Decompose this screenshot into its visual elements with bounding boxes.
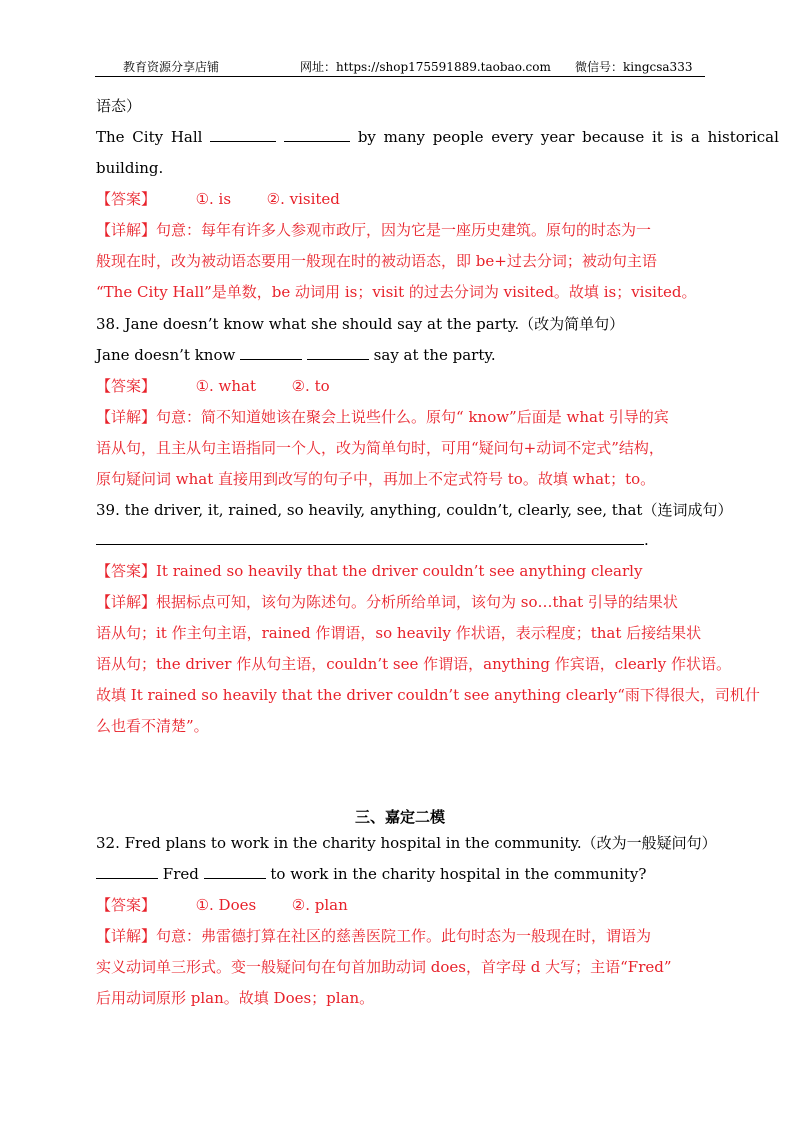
q39-period: . <box>644 531 649 549</box>
q39-explanation-1: 【详解】根据标点可知，该句为陈述句。分析所给单词，该句为 so…that 引导的结果状 <box>96 593 678 611</box>
q39-answer: 【答案】It rained so heavily that the driver couldn’t see anything clearly <box>96 562 643 580</box>
q38-explanation-1: 【详解】句意：简不知道她该在聚会上说些什么。原句“ know”后面是 what 引导的宾 <box>96 408 669 426</box>
q39-explanation-2: 语从句；it 作主句主语，rained 作谓语，so heavily 作状语，表示程度；that 后接结果状 <box>96 624 702 642</box>
q38-line-a: Jane doesn’t know <box>96 346 236 364</box>
q32-explanation-3: 后用动词原形 plan。故填 Does；plan。 <box>96 989 375 1007</box>
q32-answer <box>96 895 706 915</box>
q32-fill-line <box>96 864 706 884</box>
q37-blank-1[interactable] <box>210 127 276 142</box>
q37-line-c: building. <box>96 159 164 177</box>
q38-explanation-3: 原句疑问词 what 直接用到改写的句子中，再加上不定式符号 to。故填 what；to。 <box>96 470 656 488</box>
shop-name: 教育资源分享店铺 <box>123 60 220 74</box>
q38-explanation-2: 语从句，且主从句主语指同一个人，改为简单句时，可用“疑问句+动词不定式”结构， <box>96 439 664 457</box>
section-title: 三、嘉定二模 <box>354 808 445 826</box>
q39-fill-line <box>96 530 706 550</box>
q32-explanation-2: 实义动词单三形式。变一般疑问句在句首加助动词 does，首字母 d 大写；主语“Fred” <box>96 958 672 976</box>
q38-blank-1[interactable] <box>240 345 302 360</box>
q39-explanation-5: 么也看不清楚”。 <box>96 717 209 735</box>
shop-url[interactable]: 网址：https://shop175591889.taobao.com <box>300 60 551 74</box>
q32-stem: 32. Fred plans to work in the charity hospital in the community.（改为一般疑问句） <box>96 834 717 852</box>
q37-explanation-1: 【详解】句意：每年有许多人参观市政厅，因为它是一座历史建筑。原句的时态为一 <box>96 221 652 239</box>
q32-blank-1[interactable] <box>96 864 158 879</box>
answer-1: ①. is <box>195 190 232 208</box>
answer-label: 【答案】 <box>96 896 157 914</box>
q32-explanation-1: 【详解】句意：弗雷德打算在社区的慈善医院工作。此句时态为一般现在时，谓语为 <box>96 927 652 945</box>
answer-2: ②. to <box>291 377 330 395</box>
q32-blank-2[interactable] <box>204 864 266 879</box>
answer-1: ①. Does <box>195 896 257 914</box>
wechat-id: 微信号：kingcsa333 <box>575 60 693 74</box>
answer-label: 【答案】 <box>96 190 157 208</box>
q38-fill-line <box>96 345 706 365</box>
q37-stem-cont: 语态） <box>96 97 142 115</box>
q38-blank-2[interactable] <box>307 345 369 360</box>
page-header <box>95 56 705 77</box>
q37-answer <box>96 189 706 209</box>
q37-explanation-3: “The City Hall”是单数，be 动词用 is；visit 的过去分词为 visited。故填 is；visited。 <box>96 283 697 301</box>
q39-blank[interactable] <box>96 530 644 545</box>
q37-fill-line <box>96 127 779 147</box>
q39-stem: 39. the driver, it, rained, so heavily, anything, couldn’t, clearly, see, that（连词成句） <box>96 501 733 519</box>
answer-1: ①. what <box>195 377 257 395</box>
q38-stem: 38. Jane doesn’t know what she should say at the party.（改为简单句） <box>96 315 625 333</box>
q39-explanation-3: 语从句；the driver 作从句主语，couldn’t see 作谓语，anything 作宾语，clearly 作状语。 <box>96 655 731 673</box>
q37-explanation-2: 般现在时，改为被动语态要用一般现在时的被动语态，即 be+过去分词；被动句主语 <box>96 252 657 270</box>
q37-line-a: The City Hall <box>96 128 203 146</box>
q38-answer <box>96 376 706 396</box>
q37-line-b: by many people every year because it is a historical <box>357 128 779 146</box>
q32-line-a: Fred <box>162 865 199 883</box>
q37-blank-2[interactable] <box>284 127 350 142</box>
answer-label: 【答案】 <box>96 377 157 395</box>
q38-line-b: say at the party. <box>373 346 496 364</box>
q32-line-b: to work in the charity hospital in the community? <box>270 865 647 883</box>
answer-2: ②. plan <box>291 896 348 914</box>
answer-2: ②. visited <box>266 190 340 208</box>
q39-explanation-4: 故填 It rained so heavily that the driver couldn’t see anything clearly“雨下得很大，司机什 <box>96 686 760 704</box>
